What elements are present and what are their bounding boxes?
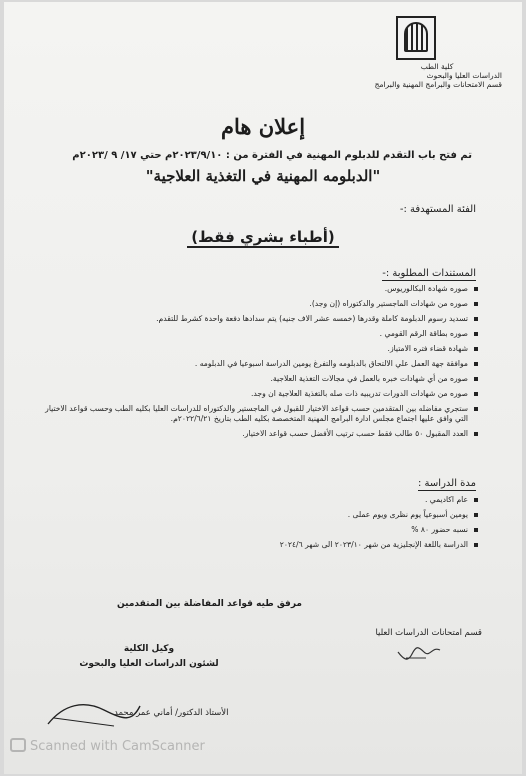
signatory-left-name: الأستاذ الدكتور/ أماني عمر محمد [114,708,229,718]
list-item: عام اكاديمي . [38,495,478,505]
documents-label [382,268,476,279]
signatory-left-title-1: وكيل الكلية [123,644,175,654]
announcement-title: إعلان هام [220,114,306,139]
list-item: صوره من شهادات الماجستير والدكتوراه (إن وجد). [38,299,478,309]
announcement-subtitle: تم فتح باب التقدم للدبلوم المهنية في الفترة من : ٢٠٢٣/٩/١٠م حتي ١٧/ ٩ /٢٠٢٣م [72,150,472,161]
list-item: صوره شهادة البكالوريوس. [38,284,478,294]
attached-note: مرفق طيه قواعد المفاضلة بين المتقدمين [117,599,302,609]
document-page [4,2,522,774]
letterhead [332,62,502,89]
diploma-name: "الدبلومه المهنية في التغذية العلاجية" [145,167,381,185]
list-item: ستجري مفاضله بين المتقدمين حسب قواعد الاختيار للقبول في الماجستير والدكتوراه للدراسات العليا بكليه الطب وحسب قواعد الاختيار التي وافق عليها اجتماع مجلس ادارة البرامج المهنية المتخصصة بكليه الطب بتاريخ ٢٠٢٢/٦/٢١م. [38,404,478,424]
signatory-left [74,642,224,672]
list-item: صوره من أي شهادات خبره بالعمل في مجالات التغذية العلاجية. [38,374,478,384]
building-emblem-icon [404,22,428,52]
duration-label [418,478,476,489]
duration-label-text: مدة الدراسة : [418,478,476,489]
college-name: كلية الطب [420,62,454,71]
documents-list [38,284,478,444]
handwritten-signature-right [396,642,442,664]
list-item: الدراسة باللغة الإنجليزية من شهر ٢٠٢٣/١٠ الى شهر ٢٠٢٤/٦ [38,540,478,550]
list-item: صوره من شهادات الدورات تدريبيه ذات صله بالتغذية العلاجية ان وجد. [38,389,478,399]
target-label: الفئة المستهدفة :- [399,204,476,215]
list-item: شهادة قضاء فتره الامتياز. [38,344,478,354]
scanner-watermark: Scanned with CamScanner [30,739,205,754]
signatory-left-title-2: لشئون الدراسات العليا والبحوث [79,659,219,669]
department-name: قسم الامتحانات والبرامج المهنية والبرامج [374,80,502,89]
target-value-text: (أطباء بشري فقط) [187,228,339,248]
signatory-right-title: قسم امتحانات الدراسات العليا [375,628,482,638]
list-item: العدد المقبول ٥٠ طالب فقط حسب ترتيب الأفضل حسب قواعد الاختيار. [38,429,478,439]
office-name: الدراسات العليا والبحوث [426,71,502,80]
university-logo [396,16,436,60]
list-item: صوره بطاقة الرقم القومي . [38,329,478,339]
list-item: يومين أسبوعياً يوم نظرى ويوم عملى . [38,510,478,520]
duration-list [38,495,478,555]
list-item: موافقة جهة العمل علي الالتحاق بالدبلومه والتفرغ يومين الدراسة اسبوعيا في الدبلومه . [38,359,478,369]
camscanner-logo-icon [10,738,26,752]
target-value [4,228,522,246]
list-item: تسديد رسوم الدبلومة كاملة وقدرها (خمسه عشر الاف جنيه) يتم سدادها دفعة واحدة كشرط للتقدم. [38,314,478,324]
list-item: نسبه حضور ٨٠ % [38,525,478,535]
documents-label-text: المستندات المطلوبة :- [382,268,476,279]
